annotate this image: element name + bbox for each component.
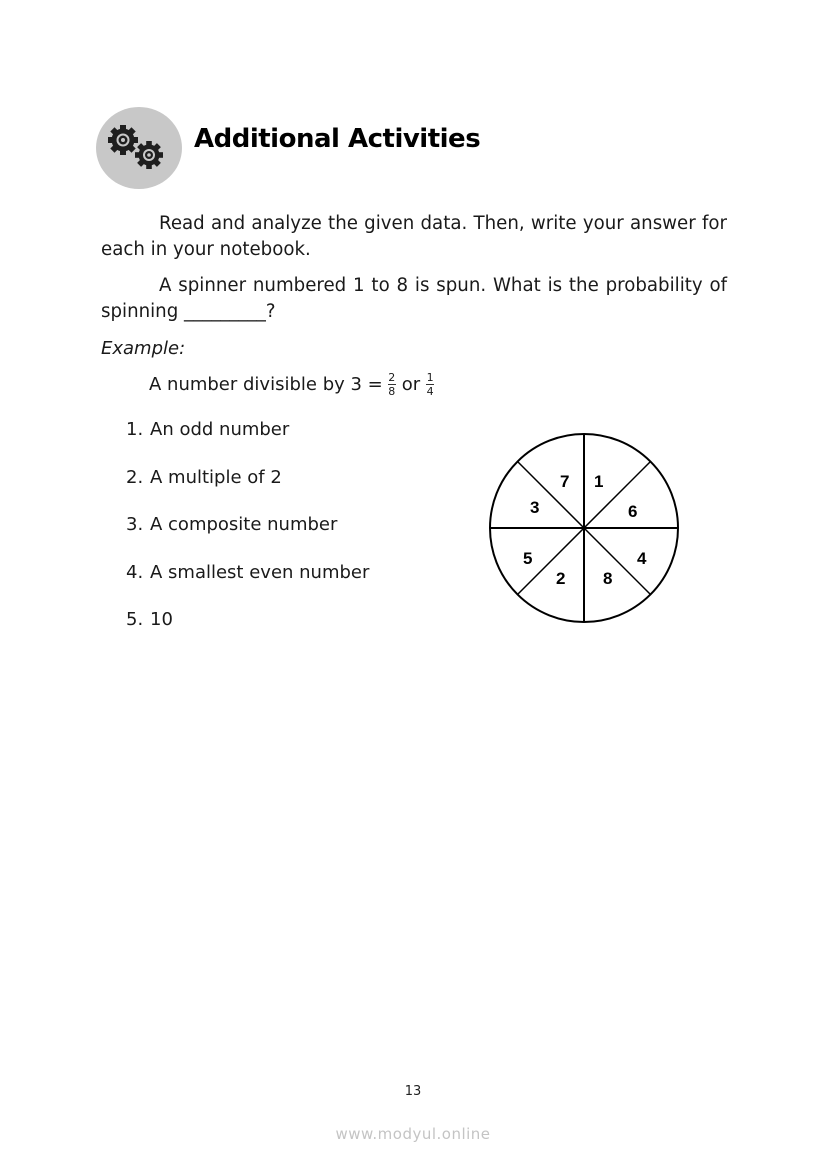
question-number: 3. bbox=[126, 514, 144, 535]
example-or: or bbox=[401, 374, 421, 395]
question-text: 10 bbox=[150, 609, 173, 630]
list-item bbox=[126, 467, 369, 515]
spinner-number-2: 2 bbox=[556, 569, 566, 588]
instructions-paragraph bbox=[101, 211, 727, 263]
question-text: An odd number bbox=[150, 419, 290, 440]
instructions-text: Read and analyze the given data. Then, write your answer for each in your notebook. bbox=[101, 213, 727, 260]
spinner-number-1: 1 bbox=[594, 472, 604, 491]
list-item bbox=[126, 562, 369, 610]
fraction-denominator: 8 bbox=[388, 385, 396, 398]
page-number: 13 bbox=[404, 1084, 422, 1099]
spinner-number-6: 6 bbox=[628, 502, 638, 521]
fraction-denominator: 4 bbox=[426, 385, 434, 398]
problem-paragraph bbox=[101, 273, 727, 325]
spinner-diagram bbox=[487, 432, 681, 624]
list-item bbox=[126, 419, 369, 467]
page-title: Additional Activities bbox=[194, 124, 481, 154]
question-list bbox=[126, 419, 369, 657]
question-number: 4. bbox=[126, 561, 144, 583]
spinner-number-5: 5 bbox=[523, 549, 533, 568]
list-item bbox=[126, 609, 369, 657]
gears-icon bbox=[96, 107, 182, 189]
watermark: www.modyul.online bbox=[335, 1125, 491, 1143]
problem-text: A spinner numbered 1 to 8 is spun. What is the probability of spinning _________? bbox=[101, 275, 727, 322]
fraction-numerator: 1 bbox=[426, 371, 434, 384]
example-text: A number divisible by 3 = bbox=[149, 374, 383, 395]
spinner-number-4: 4 bbox=[637, 549, 647, 568]
example-label: Example: bbox=[101, 338, 186, 359]
question-number: 5. bbox=[126, 609, 144, 630]
spinner-number-3: 3 bbox=[530, 498, 540, 517]
question-text: A multiple of 2 bbox=[150, 466, 282, 488]
question-number: 1. bbox=[126, 419, 144, 440]
fraction-two-eighths bbox=[388, 372, 396, 397]
question-text: A smallest even number bbox=[150, 561, 370, 583]
spinner-number-7: 7 bbox=[560, 472, 570, 491]
fraction-numerator: 2 bbox=[388, 371, 396, 384]
fraction-one-fourth bbox=[426, 372, 434, 397]
spinner-number-8: 8 bbox=[603, 569, 613, 588]
question-number: 2. bbox=[126, 466, 144, 488]
example-line bbox=[149, 372, 437, 397]
list-item bbox=[126, 514, 369, 562]
question-text: A composite number bbox=[150, 514, 338, 535]
